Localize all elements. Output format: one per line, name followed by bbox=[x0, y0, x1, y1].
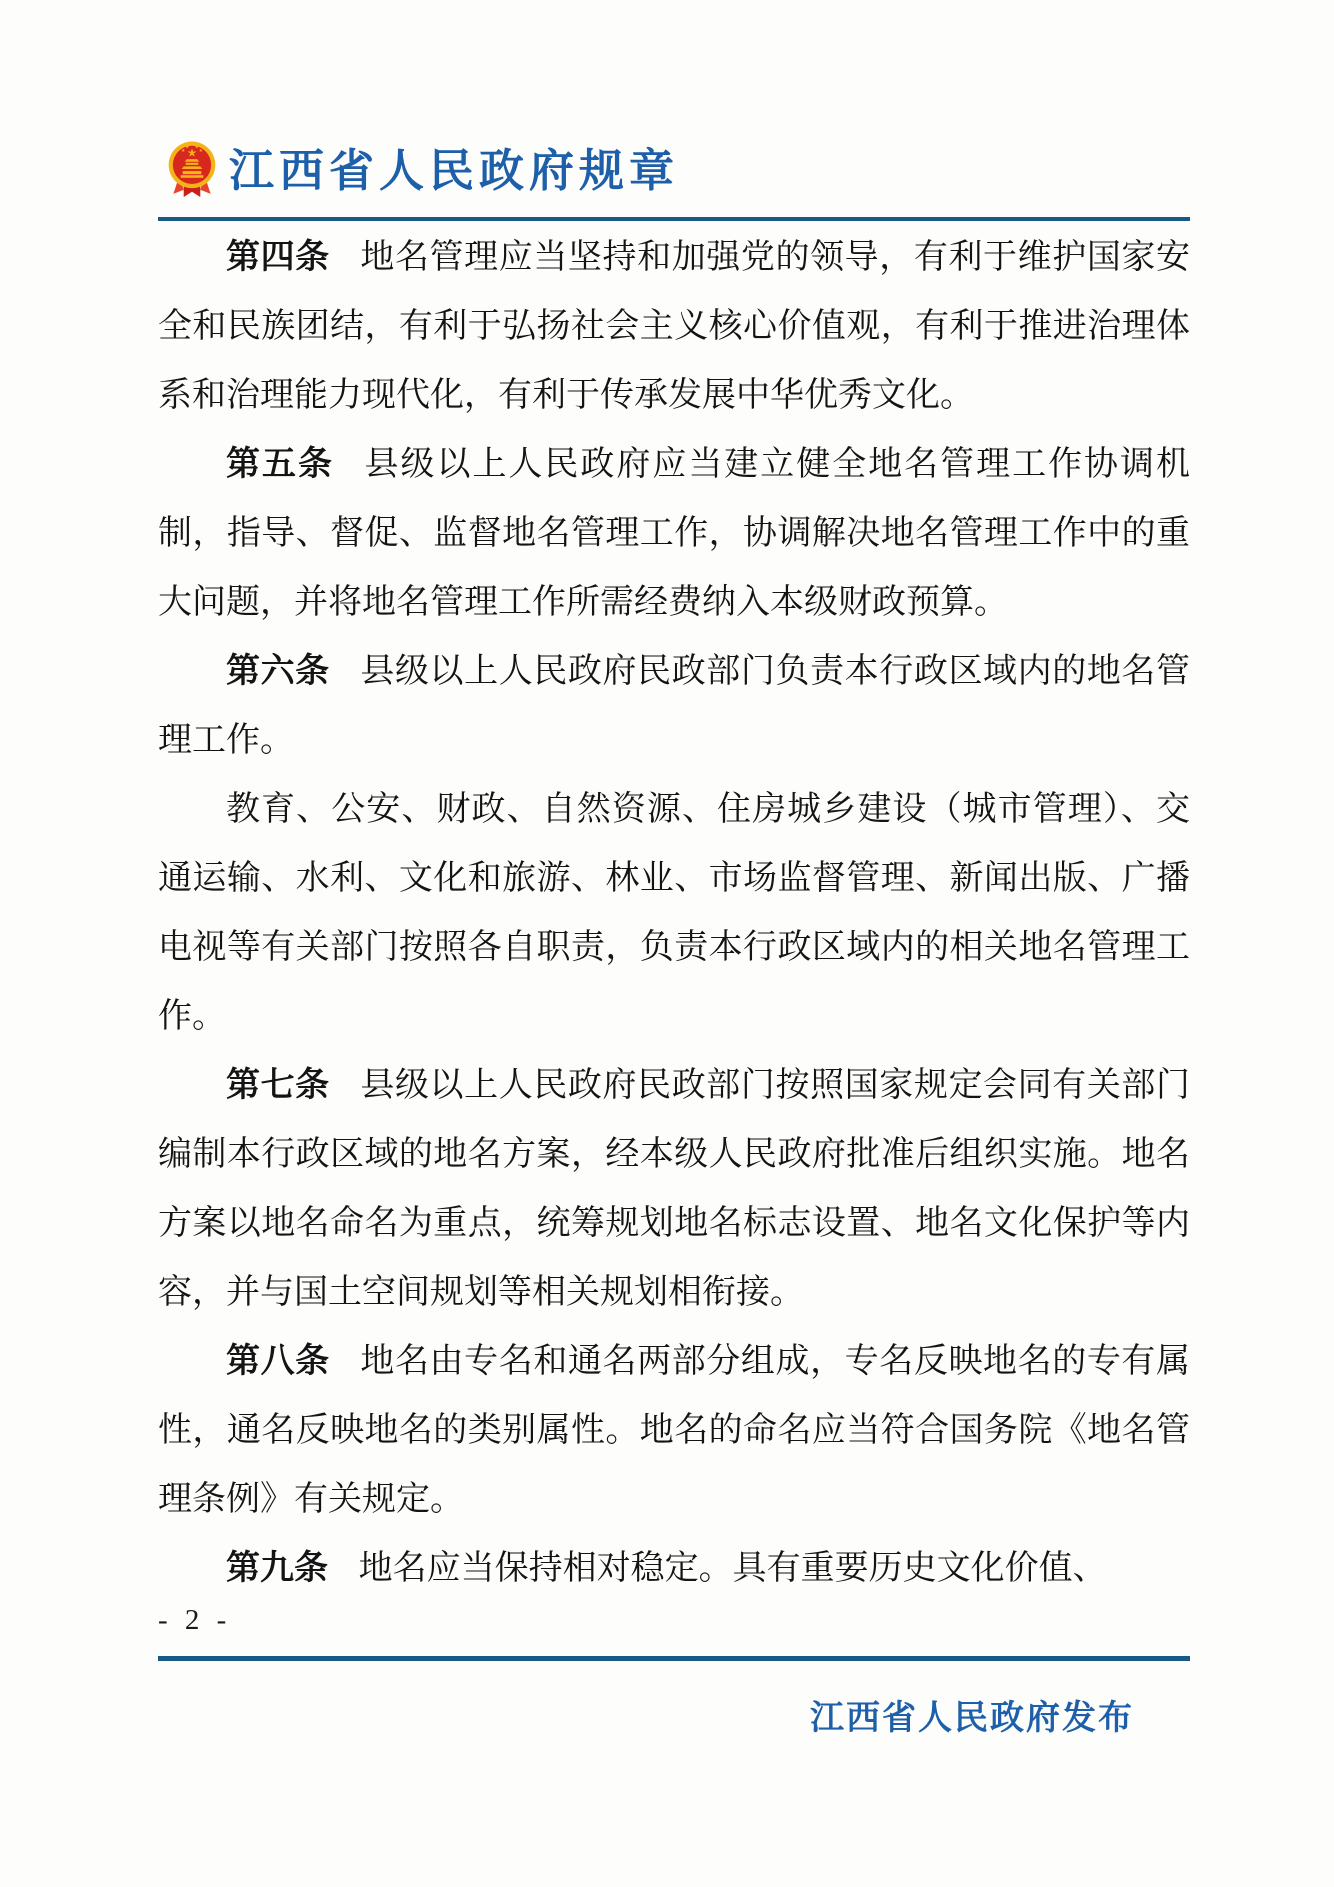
article-text: 县级以上人民政府民政部门负责本行政区域内的地名管理工作。 bbox=[158, 653, 1191, 759]
article-number: 第七条 bbox=[226, 1067, 330, 1104]
page-title: 江西省人民政府规章 bbox=[229, 145, 680, 196]
article-text: 地名应当保持相对稳定。具有重要历史文化价值、 bbox=[358, 1550, 1107, 1587]
article-number: 第四条 bbox=[226, 239, 330, 276]
article-number: 第六条 bbox=[226, 653, 330, 690]
page-number: - 2 - bbox=[158, 1604, 232, 1636]
article-paragraph-8 bbox=[158, 1327, 1190, 1534]
header-divider bbox=[158, 217, 1190, 221]
article-paragraph-9 bbox=[158, 1534, 1190, 1603]
publisher-label: 江西省人民政府发布 bbox=[810, 1700, 1134, 1737]
article-number: 第五条 bbox=[226, 446, 334, 483]
article-number: 第八条 bbox=[226, 1343, 330, 1380]
article-text: 地名管理应当坚持和加强党的领导，有利于维护国家安全和民族团结，有利于弘扬社会主义核心价值观，有利于推进治理体系和治理能力现代化，有利于传承发展中华优秀文化。 bbox=[158, 239, 1191, 414]
document-body bbox=[158, 223, 1190, 1603]
article-paragraph-7 bbox=[158, 1051, 1190, 1327]
article-number: 第九条 bbox=[226, 1550, 328, 1587]
china-national-emblem-icon bbox=[166, 140, 218, 198]
article-paragraph-6-continued bbox=[158, 775, 1190, 1051]
article-text: 教育、公安、财政、自然资源、住房城乡建设（城市管理）、交通运输、水利、文化和旅游、林业、市场监督管理、新闻出版、广播电视等有关部门按照各自职责，负责本行政区域内的相关地名管理工作。 bbox=[158, 791, 1190, 1035]
page-header bbox=[166, 138, 679, 200]
article-text: 县级以上人民政府民政部门按照国家规定会同有关部门编制本行政区域的地名方案，经本级人民政府批准后组织实施。地名方案以地名命名为重点，统筹规划地名标志设置、地名文化保护等内容，并与国土空间规划等相关规划相衔接。 bbox=[158, 1067, 1191, 1311]
article-paragraph-5 bbox=[158, 430, 1190, 637]
article-paragraph-4 bbox=[158, 223, 1190, 430]
article-text: 县级以上人民政府应当建立健全地名管理工作协调机制，指导、督促、监督地名管理工作，协调解决地名管理工作中的重大问题，并将地名管理工作所需经费纳入本级财政预算。 bbox=[158, 446, 1191, 621]
article-paragraph-6 bbox=[158, 637, 1190, 775]
article-text: 地名由专名和通名两部分组成，专名反映地名的专有属性，通名反映地名的类别属性。地名的命名应当符合国务院《地名管理条例》有关规定。 bbox=[158, 1343, 1191, 1518]
footer-divider bbox=[158, 1656, 1190, 1661]
